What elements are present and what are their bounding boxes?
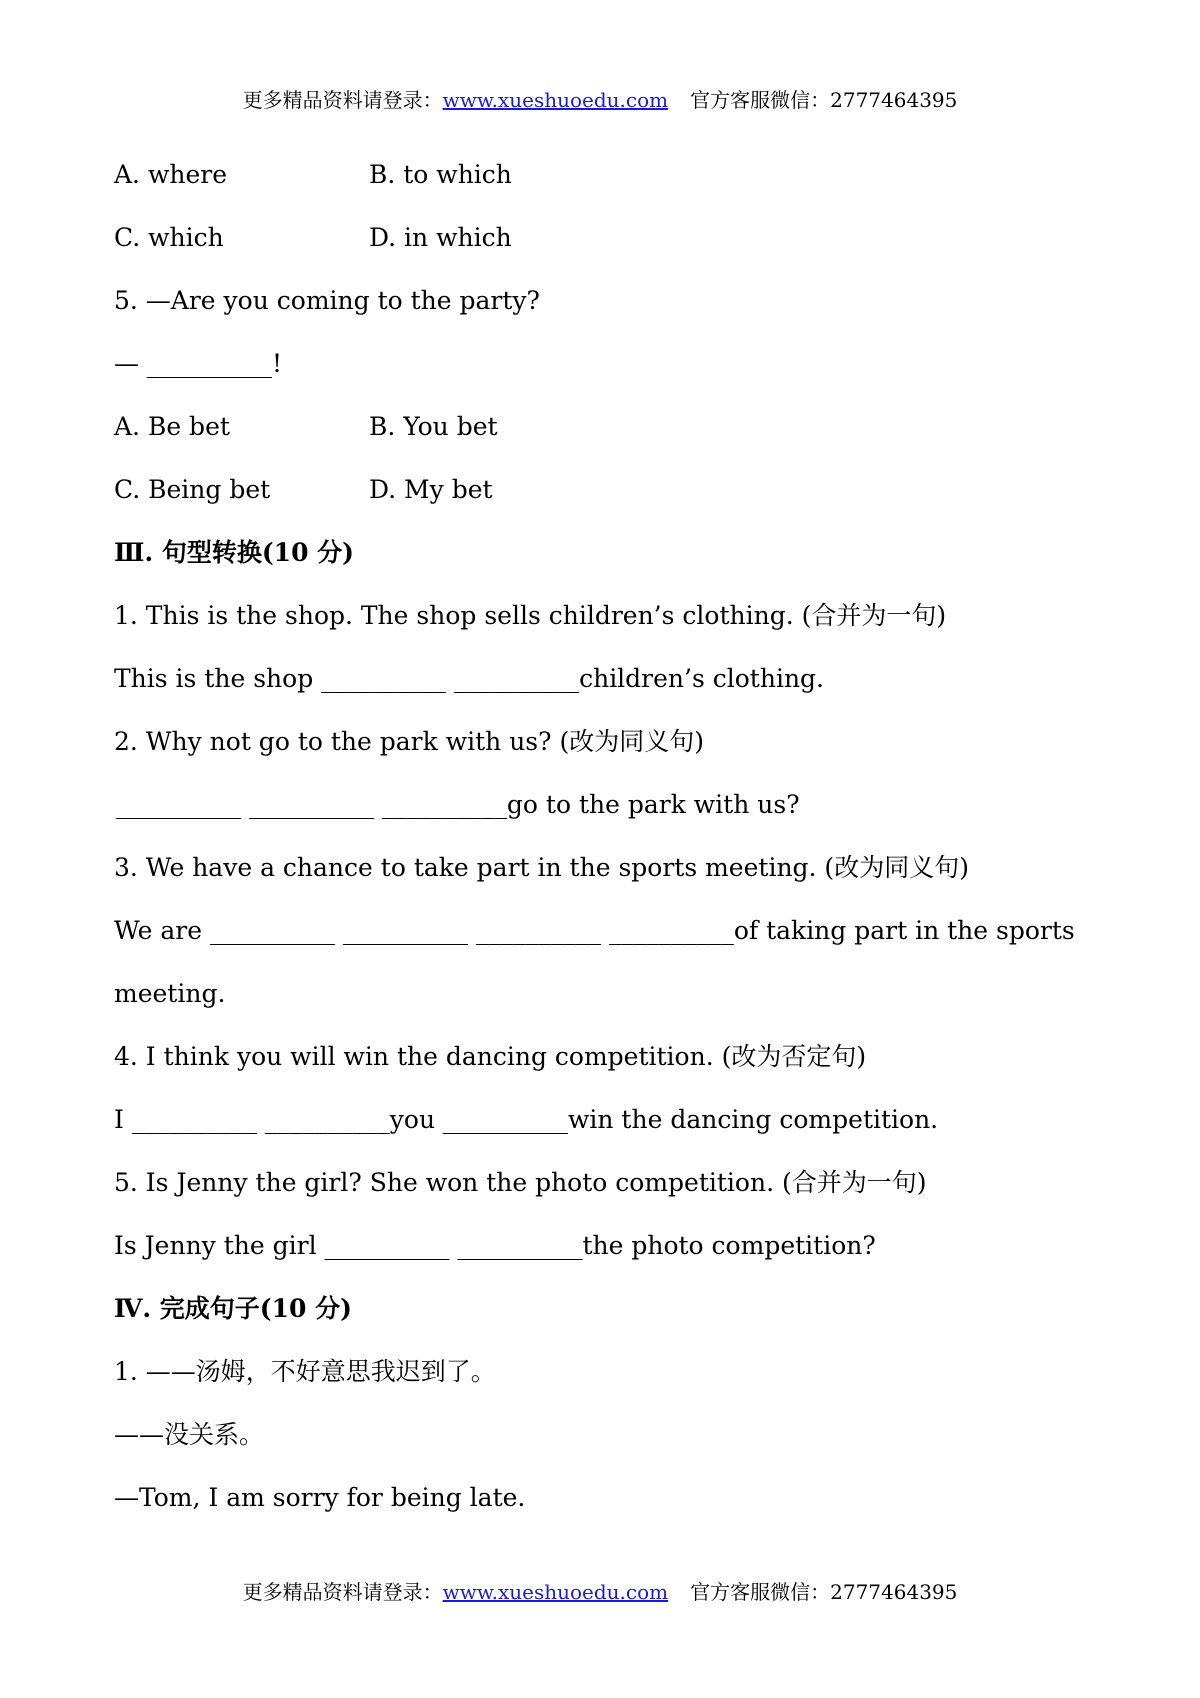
footer-service: 官方客服微信：2777464395 (690, 1580, 958, 1604)
q4-option-a: A. where (114, 160, 227, 189)
section4-title: Ⅳ. 完成句子(10 分) (114, 1294, 352, 1323)
q4-option-d: D. in which (369, 223, 512, 252)
s3-q2-answer: __________ __________ __________go to the park with us? (116, 790, 800, 819)
q5-option-d: D. My bet (369, 475, 493, 504)
section3-title: Ⅲ. 句型转换(10 分) (114, 538, 355, 567)
s3-q3-answer: We are __________ __________ __________ __________of taking part in the sports (114, 916, 1075, 945)
s4-line-2: ——没关系。 (114, 1420, 265, 1449)
s3-q5-answer: Is Jenny the girl __________ __________the photo competition? (114, 1231, 876, 1260)
page-header (0, 88, 1200, 112)
q5-option-c: C. Being bet (114, 475, 271, 504)
s3-q1-answer: This is the shop __________ __________children’s clothing. (114, 664, 824, 693)
q5-option-b: B. You bet (369, 412, 498, 441)
s3-q3-answer-cont: meeting. (114, 979, 226, 1008)
q5-answer-line: — __________! (114, 349, 282, 378)
footer-link[interactable]: www.xueshuoedu.com (442, 1580, 669, 1604)
q4-option-c: C. which (114, 223, 224, 252)
header-text: 更多精品资料请登录： (242, 88, 443, 112)
header-link[interactable]: www.xueshuoedu.com (442, 88, 669, 112)
s3-q1: 1. This is the shop. The shop sells children’s clothing. (合并为一句) (114, 601, 947, 630)
s3-q3: 3. We have a chance to take part in the sports meeting. (改为同义句) (114, 853, 969, 882)
q5-option-a: A. Be bet (114, 412, 230, 441)
s4-line-1: 1. ——汤姆，不好意思我迟到了。 (114, 1357, 496, 1386)
s4-line-3: —Tom, I am sorry for being late. (114, 1483, 526, 1512)
footer-text: 更多精品资料请登录： (242, 1580, 443, 1604)
s3-q4: 4. I think you will win the dancing competition. (改为否定句) (114, 1042, 867, 1071)
page-footer (0, 1580, 1200, 1604)
q5-stem: 5. —Are you coming to the party? (114, 286, 540, 315)
s3-q5: 5. Is Jenny the girl? She won the photo competition. (合并为一句) (114, 1168, 927, 1197)
s3-q4-answer: I __________ __________you __________win the dancing competition. (114, 1105, 939, 1134)
q4-option-b: B. to which (369, 160, 512, 189)
header-service: 官方客服微信：2777464395 (690, 88, 958, 112)
s3-q2: 2. Why not go to the park with us? (改为同义句) (114, 727, 704, 756)
